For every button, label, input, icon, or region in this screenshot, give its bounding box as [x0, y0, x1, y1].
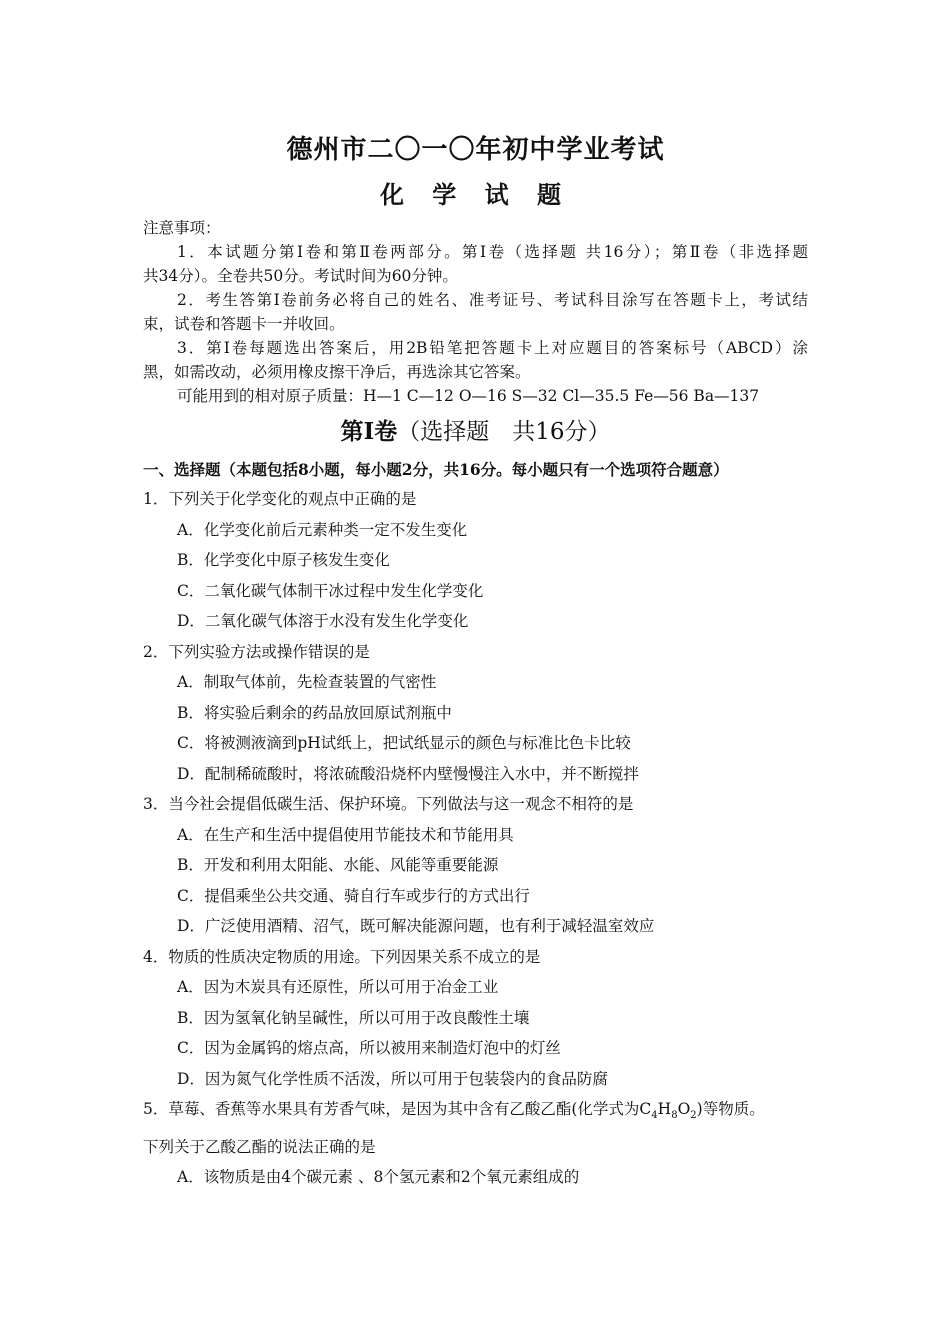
option-d: D．配制稀硫酸时，将浓硫酸沿烧杯内壁慢慢注入水中，并不断搅拌	[177, 764, 639, 783]
stem-part-1: 5．草莓、香蕉等水果具有芳香气味，是因为其中含有乙酸乙酯(化学式为C	[143, 1100, 652, 1118]
stem-part-2: )等物质。	[696, 1100, 765, 1118]
option-d: D．二氧化碳气体溶于水没有发生化学变化	[177, 612, 469, 630]
note-3-line-2: 黑，如需改动，必须用橡皮擦干净后，再选涂其它答案。	[143, 363, 531, 381]
note-1-line-2: 共34分）。全卷共50分。考试时间为60分钟。	[143, 267, 458, 285]
subscript: 4	[651, 1110, 658, 1122]
option-d: D．因为氮气化学性质不活泼，所以可用于包装袋内的食品防腐	[177, 1069, 608, 1088]
note-2-line-2: 束，试卷和答题卡一并收回。	[143, 315, 345, 333]
note-1-line-1: 1．本试题分第Ⅰ卷和第Ⅱ卷两部分。第Ⅰ卷（选择题 共16分）；第Ⅱ卷（非选择题	[177, 243, 808, 261]
option-a: A．化学变化前后元素种类一定不发生变化	[177, 520, 468, 539]
option-d: D．广泛使用酒精、沼气，既可解决能源问题，也有利于减轻温室效应	[177, 917, 655, 935]
option-c: C．提倡乘坐公共交通、骑自行车或步行的方式出行	[177, 886, 530, 905]
option-a: A．该物质是由4个碳元素 、8个氢元素和2个氧元素组成的	[177, 1168, 580, 1187]
question-stem-line-2: 下列关于乙酸乙酯的说法正确的是	[143, 1137, 376, 1156]
exam-subtitle: 化 学 试 题	[379, 181, 572, 209]
subscript: 8	[671, 1110, 678, 1122]
question-stem	[143, 1094, 808, 1132]
formula-part: O	[677, 1100, 691, 1118]
exam-page	[143, 132, 808, 1193]
option-b: B．开发和利用太阳能、水能、风能等重要能源	[177, 856, 499, 874]
option-a: A．制取气体前，先检查装置的气密性	[177, 673, 437, 691]
question-2	[143, 637, 808, 790]
option-a: A．在生产和生活中提倡使用节能技术和节能用具	[177, 825, 514, 844]
formula-part: H	[657, 1100, 672, 1118]
question-5	[143, 1094, 808, 1193]
question-stem: 4．物质的性质决定物质的用途。下列因果关系不成立的是	[143, 947, 541, 966]
option-b: B．化学变化中原子核发生变化	[177, 551, 390, 569]
question-stem: 2．下列实验方法或操作错误的是	[143, 642, 370, 661]
option-c: C．因为金属钨的熔点高，所以被用来制造灯泡中的灯丝	[177, 1039, 561, 1057]
option-c: C．将被测液滴到pH试纸上，把试纸显示的颜色与标准比色卡比较	[177, 734, 631, 752]
note-3-line-1: 3．第Ⅰ卷每题选出答案后，用2B铅笔把答题卡上对应题目的答案标号（ABCD）涂	[177, 339, 808, 357]
option-b: B．将实验后剩余的药品放回原试剂瓶中	[177, 703, 452, 722]
section-title-rest: （选择题 共16分）	[397, 419, 611, 445]
exam-title: 德州市二〇一〇年初中学业考试	[286, 135, 665, 165]
section-heading: 一、选择题（本题包括8小题，每小题2分，共16分。每小题只有一个选项符合题意）	[143, 460, 729, 479]
option-a: A．因为木炭具有还原性，所以可用于冶金工业	[177, 978, 499, 996]
option-b: B．因为氢氧化钠呈碱性，所以可用于改良酸性土壤	[177, 1008, 530, 1027]
notes-block	[143, 216, 808, 408]
question-3	[143, 789, 808, 942]
section-title-bold: 第Ⅰ卷	[340, 418, 398, 445]
subscript: 2	[690, 1110, 697, 1122]
atomic-masses: 可能用到的相对原子质量：H—1 C—12 O—16 S—32 Cl—35.5 Fe—56 Ba—137	[177, 387, 760, 405]
option-c: C．二氧化碳气体制干冰过程中发生化学变化	[177, 581, 484, 600]
notes-label: 注意事项：	[143, 219, 221, 237]
question-1	[143, 484, 808, 637]
section-title	[143, 412, 808, 452]
note-2-line-1: 2．考生答第Ⅰ卷前务必将自己的姓名、准考证号、考试科目涂写在答题卡上，考试结	[177, 291, 808, 309]
question-stem: 3．当今社会提倡低碳生活、保护环境。下列做法与这一观念不相符的是	[143, 795, 634, 813]
question-stem: 1．下列关于化学变化的观点中正确的是	[143, 490, 417, 508]
question-4	[143, 942, 808, 1095]
